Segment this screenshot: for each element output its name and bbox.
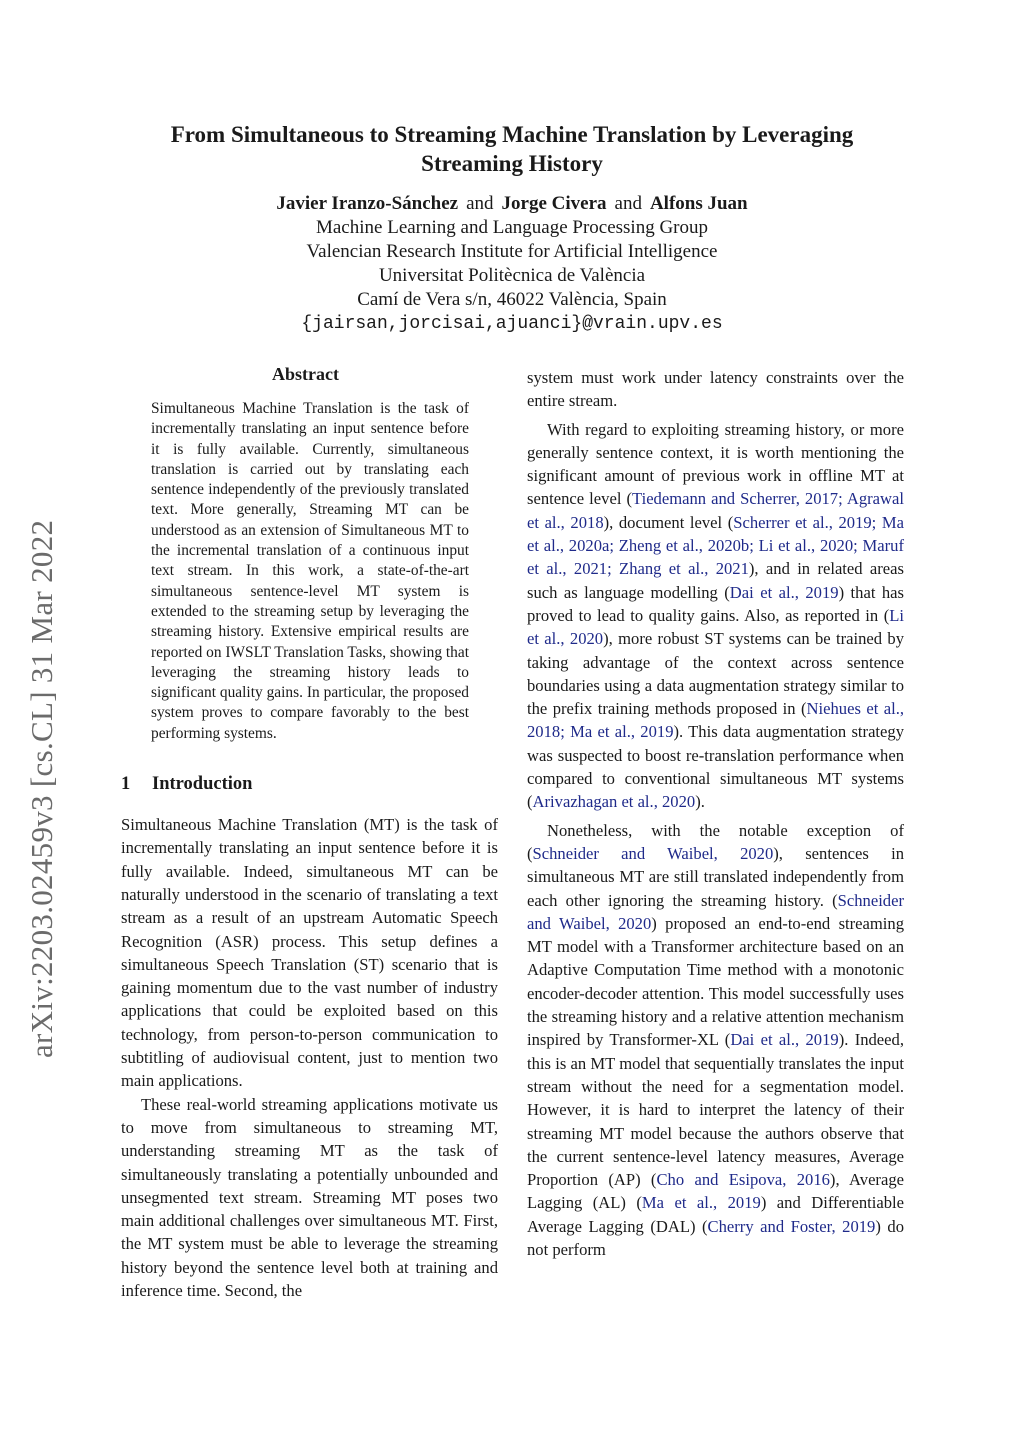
author-2: Jorge Civera: [501, 193, 607, 214]
section-number: 1: [121, 774, 131, 795]
paragraph-text: ). Indeed, this is an MT model that sequentially translates the input stream without the need for a segmentation model. However, it is hard to interpret the latency of their streaming MT model because the authors observe that the current sentence-level latency measures, Average Proportion (AP) (: [527, 1030, 904, 1190]
intro-paragraph-2: These real-world streaming applications motivate us to move from simultaneous to streaming MT, understanding streaming MT as the task of simultaneously translating a potentially unbounded and unsegmented text stream. Streaming MT poses two main additional challenges over simultaneous MT. First, the MT system must be able to leverage the streaming history beyond the sentence level both at training and inference time. Second, the: [121, 1094, 498, 1300]
paragraph-text: ) that has proved to lead to quality gains. Also, as reported in (: [527, 582, 905, 625]
citation-link[interactable]: Arivazhagan et al., 2020: [532, 792, 696, 812]
paragraph-text: ). This data augmentation strategy was suspected to boost re-translation performance when compared to conventional simultaneous MT systems (: [527, 722, 904, 812]
paragraph-text: ).: [695, 792, 705, 812]
affiliation-address: Camí de Vera s/n, 46022 València, Spain: [357, 289, 667, 310]
citation-link[interactable]: Schneider and Waibel, 2020: [527, 890, 904, 933]
title-line-1: From Simultaneous to Streaming Machine Translation by Leveraging: [170, 122, 854, 147]
author-conjunction: and: [466, 193, 494, 214]
paper-title: [120, 120, 904, 178]
right-column: [527, 366, 904, 1261]
paragraph-text: ), sentences in simultaneous MT are still translated independently from each other ignoring the streaming history. (: [527, 843, 904, 910]
affiliation-institute: Valencian Research Institute for Artificial Intelligence: [306, 241, 718, 262]
intro-paragraph-1: Simultaneous Machine Translation (MT) is the task of incrementally translating an input sentence before it is fully available. Indeed, simultaneous MT can be naturally understood in the scenario of translating a text stream as a result of an upstream Automatic Speech Recognition (ASR) process. This setup defines a simultaneous Speech Translation (ST) scenario that is gaining momentum due to the vast number of industry applications that could be exploited based on this technology, from person-to-person communication to subtitling of audiovisual content, just to mention two main applications.: [121, 815, 498, 1091]
arxiv-sidebar: [24, 448, 74, 1058]
citation-link[interactable]: Ma et al., 2019: [641, 1193, 761, 1213]
paragraph-text: ), document level (: [603, 512, 734, 532]
citation-link[interactable]: Dai et al., 2019: [729, 582, 839, 602]
paragraph-text: ) and Differentiable Average Lagging (DAL) (: [527, 1193, 904, 1236]
paragraph-text: ) proposed an end-to-end streaming MT model with a Transformer architecture based on an Adaptive Computation Time method with a monotonic encoder-decoder attention. This model successfully uses the streaming history and a relative attention mechanism inspired by Transformer-XL (: [527, 913, 904, 1050]
citation-link[interactable]: Schneider and Waibel, 2020: [532, 843, 774, 863]
paragraph-text: ), more robust ST systems can be trained by taking advantage of the context across sentence boundaries using a data augmentation strategy similar to the prefix training methods proposed in (: [527, 629, 904, 719]
author-conjunction: and: [614, 193, 642, 214]
citation-link[interactable]: Tiedemann and Scherrer, 2017; Agrawal et al., 2018: [527, 489, 904, 532]
citation-link[interactable]: Li et al., 2020: [527, 605, 904, 649]
citation-link[interactable]: Dai et al., 2019: [730, 1030, 839, 1050]
citation-link[interactable]: Cho and Esipova, 2016: [656, 1170, 830, 1190]
author-1: Javier Iranzo-Sánchez: [276, 193, 459, 214]
affiliation-university: Universitat Politècnica de València: [378, 265, 646, 286]
section-heading-introduction: [121, 774, 498, 795]
author-emails: {jairsan,jorcisai,ajuanci}@vrain.upv.es: [301, 314, 723, 334]
arxiv-identifier: arXiv:2203.02459v3 [cs.CL] 31 Mar 2022: [24, 519, 59, 1058]
paragraph-text: Nonetheless, with the notable exception of (: [527, 820, 904, 863]
abstract-heading: Abstract: [272, 364, 339, 384]
citation-link[interactable]: Scherrer et al., 2019; Ma et al., 2020a; Zheng et al., 2020b; Li et al., 2020; Maruf et al., 2021; Zhang et al., 2021: [527, 512, 904, 579]
right-paragraph-2: [527, 819, 904, 1262]
section-title: Introduction: [152, 774, 253, 795]
paragraph-text: ), and in related areas such as language modelling (: [527, 559, 904, 602]
citation-link[interactable]: Cherry and Foster, 2019: [707, 1216, 876, 1236]
abstract-text: Simultaneous Machine Translation is the task of incrementally translating an input sentence before it is fully available. Currently, simultaneous translation is carried out by translating each sentence independently of the previously translated text. More generally, Streaming MT can be understood as an extension of Simultaneous MT to the incremental translation of a continuous input text stream. In this work, a state-of-the-art simultaneous sentence-level MT system is extended to the streaming setup by leveraging the streaming history. Extensive empirical results are reported on IWSLT Translation Tasks, showing that leveraging the streaming history leads to significant quality gains. In particular, the proposed system proves to compare favorably to the best performing systems.: [151, 400, 469, 742]
right-paragraph-1: [527, 418, 904, 814]
paragraph-text: ), Average Lagging (AL) (: [527, 1170, 904, 1213]
title-line-2: Streaming History: [421, 151, 603, 176]
paragraph-text: With regard to exploiting streaming history, or more generally sentence context, it is worth mentioning the significant amount of previous work in offline MT at sentence level (: [527, 419, 904, 509]
paragraph-text: ) do not perform: [527, 1216, 904, 1259]
affiliation-group: Machine Learning and Language Processing Group: [315, 217, 708, 238]
citation-link[interactable]: Niehues et al., 2018; Ma et al., 2019: [527, 699, 904, 742]
left-column: [121, 364, 498, 1302]
right-paragraph-0: system must work under latency constraints over the entire stream.: [527, 368, 904, 411]
author-3: Alfons Juan: [649, 193, 748, 214]
author-block: [120, 192, 904, 336]
author-names: [120, 192, 904, 216]
